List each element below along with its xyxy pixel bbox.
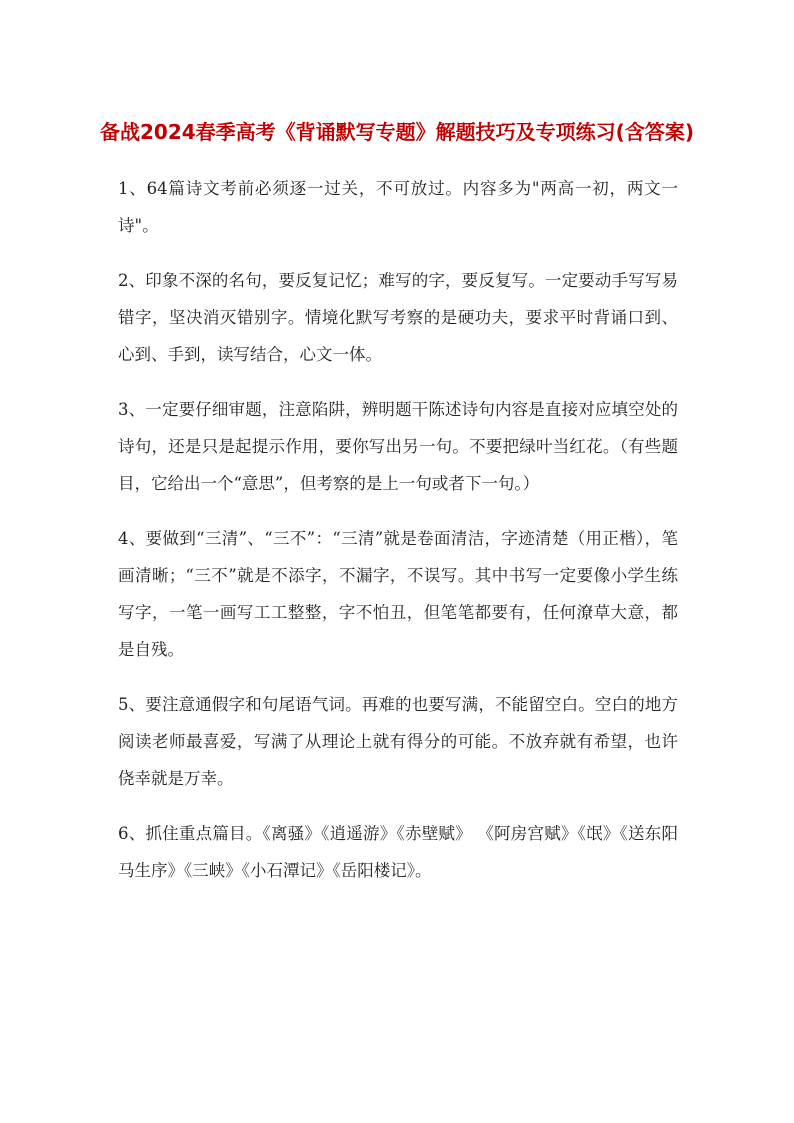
paragraph-4: 4、要做到“三清”、“三不”：“三清”就是卷面清洁，字迹清楚（用正楷），笔画清晰；“三不”就是不添字，不漏字，不误写。其中书写一定要像小学生练写字，一笔一画写工工整整，字不怕丑，但笔笔都要有，任何潦草大意，都是自残。: [118, 529, 678, 659]
paragraph-1: 1、64篇诗文考前必须逐一过关，不可放过。内容多为"两高一初，两文一诗"。: [118, 179, 678, 235]
document-title: 备战2024春季高考《背诵默写专题》解题技巧及专项练习(含答案): [100, 120, 694, 144]
paragraph-5: 5、要注意通假字和句尾语气词。再难的也要写满，不能留空白。空白的地方阅读老师最喜爱，写满了从理论上就有得分的可能。不放弃就有希望，也许侥幸就是万幸。: [118, 695, 678, 788]
paragraph-3: 3、一定要仔细审题，注意陷阱，辨明题干陈述诗句内容是直接对应填空处的诗句，还是只是起提示作用，要你写出另一句。不要把绿叶当红花。（有些题目，它给出一个“意思”，但考察的是上一句或者下一句。）: [118, 400, 678, 493]
paragraph-2: 2、印象不深的名句，要反复记忆；难写的字，要反复写。一定要动手写写易错字，坚决消灭错别字。情境化默写考察的是硬功夫，要求平时背诵口到、心到、手到，读写结合，心文一体。: [118, 271, 678, 364]
paragraph-6: 6、抓住重点篇目。《离骚》《逍遥游》《赤壁赋》 《阿房宫赋》《氓》《送东阳马生序》《三峡》《小石潭记》《岳阳楼记》。: [118, 824, 678, 880]
document-body: [118, 170, 678, 907]
